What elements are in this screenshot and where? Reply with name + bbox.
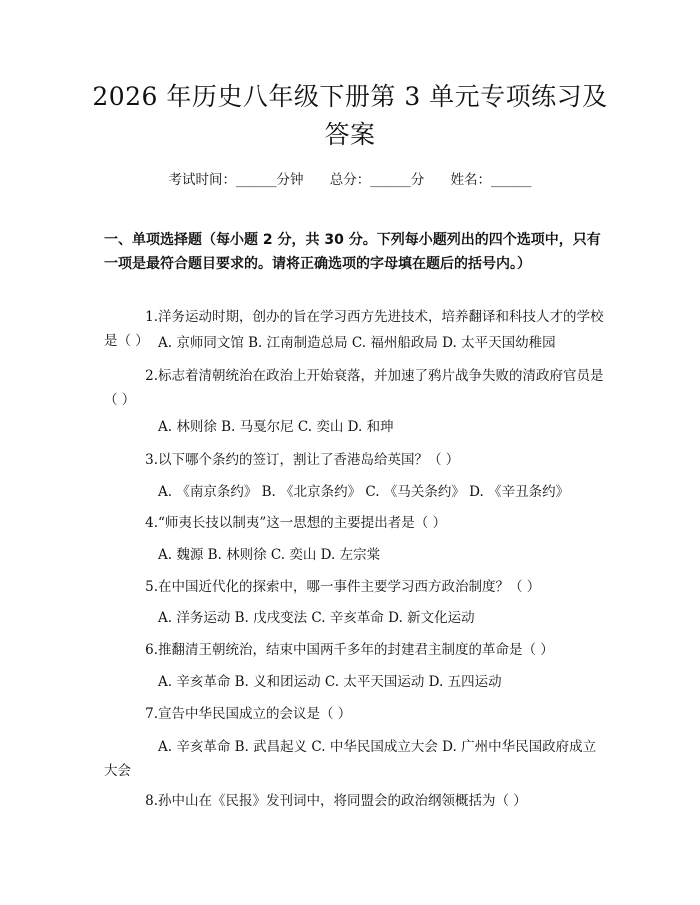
- question-2: [104, 364, 604, 412]
- question-5-options: A. 洋务运动 B. 戊戌变法 C. 辛亥革命 D. 新文化运动: [158, 610, 475, 626]
- question-number: 1.: [145, 309, 158, 325]
- total-score-label: 总分：______分: [329, 172, 425, 188]
- question-5: [104, 575, 604, 599]
- section-heading: 一、单项选择题（每小题 2 分，共 30 分。下列每小题列出的四个选项中，只有一项是最符合题目要求的。请将正确选项的字母填在题后的括号内。）: [104, 232, 601, 272]
- question-stem: 孙中山在《民报》发刊词中，将同盟会的政治纲领概括为（ ）: [158, 793, 527, 809]
- question-stem: 洋务运动时期，创办的旨在学习西方先进技术，培养翻译和科技人才的学校是（ ）: [104, 309, 604, 349]
- question-7-options: A. 辛亥革命 B. 武昌起义 C. 中华民国成立大会 D. 广州中华民国政府成立大会: [104, 739, 597, 779]
- question-stem: 推翻清王朝统治，结束中国两千多年的封建君主制度的革命是（ ）: [158, 642, 554, 658]
- question-2-options: A. 林则徐 B. 马戛尔尼 C. 奕山 D. 和珅: [158, 419, 394, 435]
- question-1-options: A. 京师同文馆 B. 江南制造总局 C. 福州船政局 D. 太平天国幼稚园: [158, 335, 556, 351]
- question-stem: 标志着清朝统治在政治上开始衰落，并加速了鸦片战争失败的清政府官员是（ ）: [104, 368, 604, 408]
- question-3-options: A. 《南京条约》 B. 《北京条约》 C. 《马关条约》 D. 《辛丑条约》: [158, 484, 570, 500]
- question-6-options: A. 辛亥革命 B. 义和团运动 C. 太平天国运动 D. 五四运动: [158, 674, 502, 690]
- question-number: 3.: [145, 452, 158, 468]
- student-name-label: 姓名：______: [450, 172, 532, 188]
- question-number: 2.: [145, 368, 158, 384]
- question-6: [104, 638, 604, 662]
- question-4: [104, 511, 604, 535]
- exam-meta: [0, 168, 700, 188]
- question-number: 4.: [145, 515, 158, 531]
- question-number: 7.: [145, 706, 158, 722]
- question-stem: 在中国近代化的探索中，哪一事件主要学习西方政治制度？（ ）: [158, 579, 541, 595]
- question-7: [104, 702, 604, 726]
- question-4-options: A. 魏源 B. 林则徐 C. 奕山 D. 左宗棠: [158, 547, 381, 563]
- question-stem: “师夷长技以制夷”这一思想的主要提出者是（ ）: [158, 515, 447, 531]
- question-number: 5.: [145, 579, 158, 595]
- question-3: [104, 448, 604, 472]
- question-number: 8.: [145, 793, 158, 809]
- exam-time-label: 考试时间：______分钟: [168, 172, 304, 188]
- title-line-1: 2026 年历史八年级下册第 3 单元专项练习及: [92, 82, 608, 111]
- page-title: [60, 78, 640, 154]
- question-stem: 宣告中华民国成立的会议是（ ）: [158, 706, 352, 722]
- question-stem: 以下哪个条约的签订，割让了香港岛给英国？（ ）: [158, 452, 460, 468]
- question-number: 6.: [145, 642, 158, 658]
- question-8: [104, 789, 604, 813]
- title-line-2: 答案: [324, 120, 376, 149]
